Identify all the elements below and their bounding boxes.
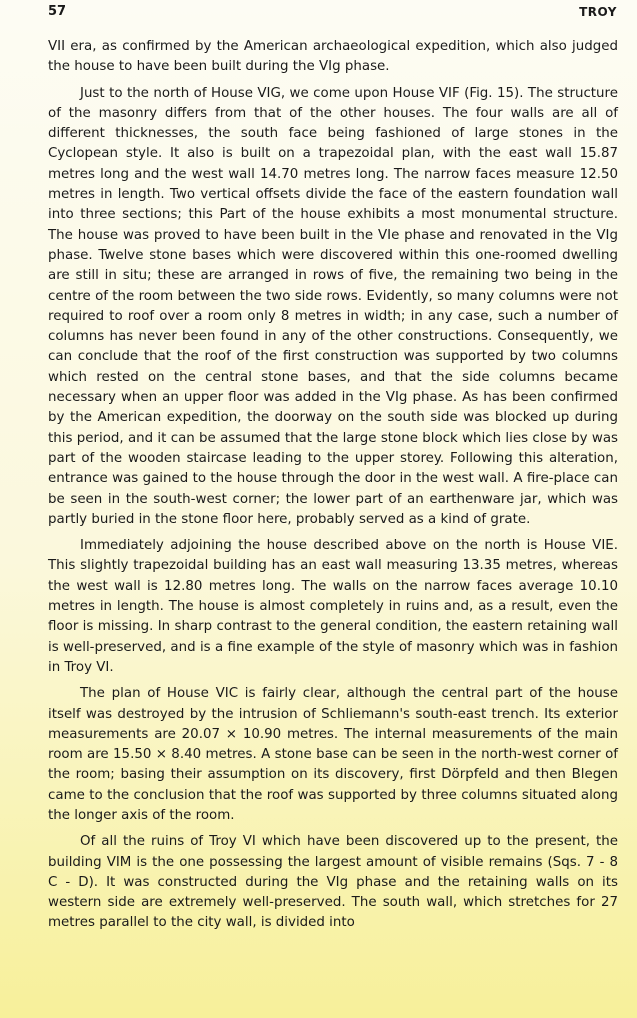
- paragraph-1: VII era, as confirmed by the American archaeological expedition, which also judged the house to have been built during the VIg phase.: [48, 39, 618, 75]
- body-text: [48, 37, 618, 934]
- paragraph-5: Of all the ruins of Troy VI which have been discovered up to the present, the building VIM is the one possessing the largest amount of visible remains (Sqs. 7 - 8 C - D). It was constructed during the VIg phase and the retaining walls on its western side are extremely well-preserved. The south wall, which stretches for 27 metres parallel to the city wall, is divided into: [48, 834, 618, 931]
- paragraph-3: Immediately adjoining the house described above on the north is House VIE. This slightly trapezoidal building has an east wall measuring 13.35 metres, whereas the west wall is 12.80 metres long. The walls on the narrow faces average 10.10 metres in length. The house is almost completely in ruins and, as a result, even the floor is missing. In sharp contrast to the general condition, the eastern retaining wall is well-preserved, and is a fine example of the style of masonry which was in fashion in Troy VI.: [48, 538, 618, 675]
- page-number: 57: [48, 4, 67, 19]
- running-head: TROY: [579, 5, 617, 19]
- paragraph-4: The plan of House VIC is fairly clear, although the central part of the house itself was destroyed by the intrusion of Schliemann's south-east trench. Its exterior measurements are 20.07 × 10.90 metres. The internal measurements of the main room are 15.50 × 8.40 metres. A stone base can be seen in the north-west corner of the room; basing their assumption on its discovery, first Dörpfeld and then Blegen came to the conclusion that the roof was supported by three columns situated along the longer axis of the room.: [48, 686, 618, 823]
- page-header: [48, 2, 617, 22]
- paragraph-2: Just to the north of House VIG, we come upon House VIF (Fig. 15). The structure of the masonry differs from that of the other houses. The four walls are all of different thicknesses, the south face being fashioned of large stones in the Cyclopean style. It also is built on a trapezoidal plan, with the east wall 15.87 metres long and the west wall 14.70 metres long. The narrow faces measure 12.50 metres in length. Two vertical offsets divide the face of the eastern foundation wall into three sections; this Part of the house exhibits a most monumental structure. The house was proved to have been built in the VIe phase and renovated in the VIg phase. Twelve stone bases which were discovered within this one-roomed dwelling are still in situ; these are arranged in rows of five, the remaining two being in the centre of the room between the two side rows. Evidently, so many columns were not required to roof over a room only 8 metres in width; in any case, such a number of columns has never been found in any of the other constructions. Consequently, we can conclude that the roof of the first construction was supported by two columns which rested on the central stone bases, and that the side columns became necessary when an upper floor was added in the VIg phase. As has been confirmed by the American expedition, the doorway on the south side was blocked up during this period, and it can be assumed that the large stone block which lies close by was part of the wooden staircase leading to the upper storey. Following this alteration, entrance was gained to the house through the door in the west wall. A fire-place can be seen in the south-west corner; the lower part of an earthenware jar, which was partly buried in the stone floor here, probably served as a kind of grate.: [48, 85, 618, 527]
